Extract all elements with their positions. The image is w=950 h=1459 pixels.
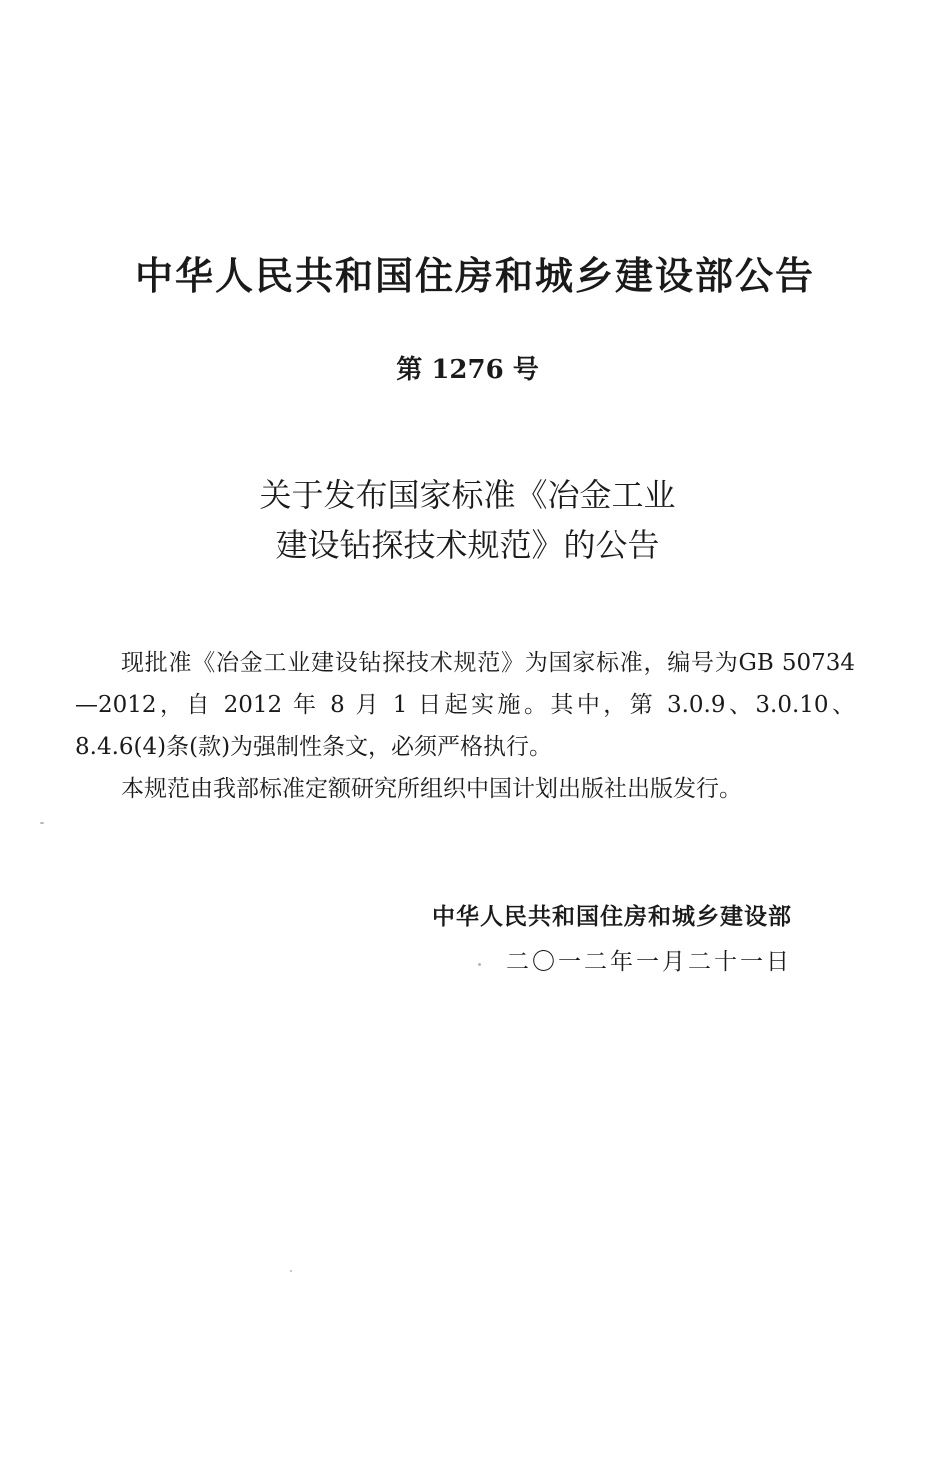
notice-title <box>0 470 935 570</box>
signature-block <box>432 895 792 985</box>
body-paragraph-publication: 本规范由我部标准定额研究所组织中国计划出版社出版发行。 <box>121 776 742 802</box>
notice-title-line-1: 关于发布国家标准《冶金工业 <box>259 476 676 514</box>
announcement-body <box>75 642 855 810</box>
body-paragraph-approval: 现批准《冶金工业建设钻探技术规范》为国家标准，编号为GB 50734—2012，自 2012 年 8 月 1 日起实施。其中，第 3.0.9、3.0.10、8.4.6(4)条(款)为强制性条文，必须严格执行。 <box>75 650 855 760</box>
notice-title-line-2: 建设钻探技术规范》的公告 <box>275 526 660 564</box>
scan-speck <box>478 963 481 966</box>
announcement-header-title: 中华人民共和国住房和城乡建设部公告 <box>134 254 815 298</box>
scan-speck <box>40 822 44 824</box>
signature-date: 二〇一二年一月二十一日 <box>506 949 792 975</box>
scan-speck <box>290 1270 292 1272</box>
announcement-number: 第 1276 号 <box>396 355 539 385</box>
signature-organization: 中华人民共和国住房和城乡建设部 <box>432 904 792 930</box>
